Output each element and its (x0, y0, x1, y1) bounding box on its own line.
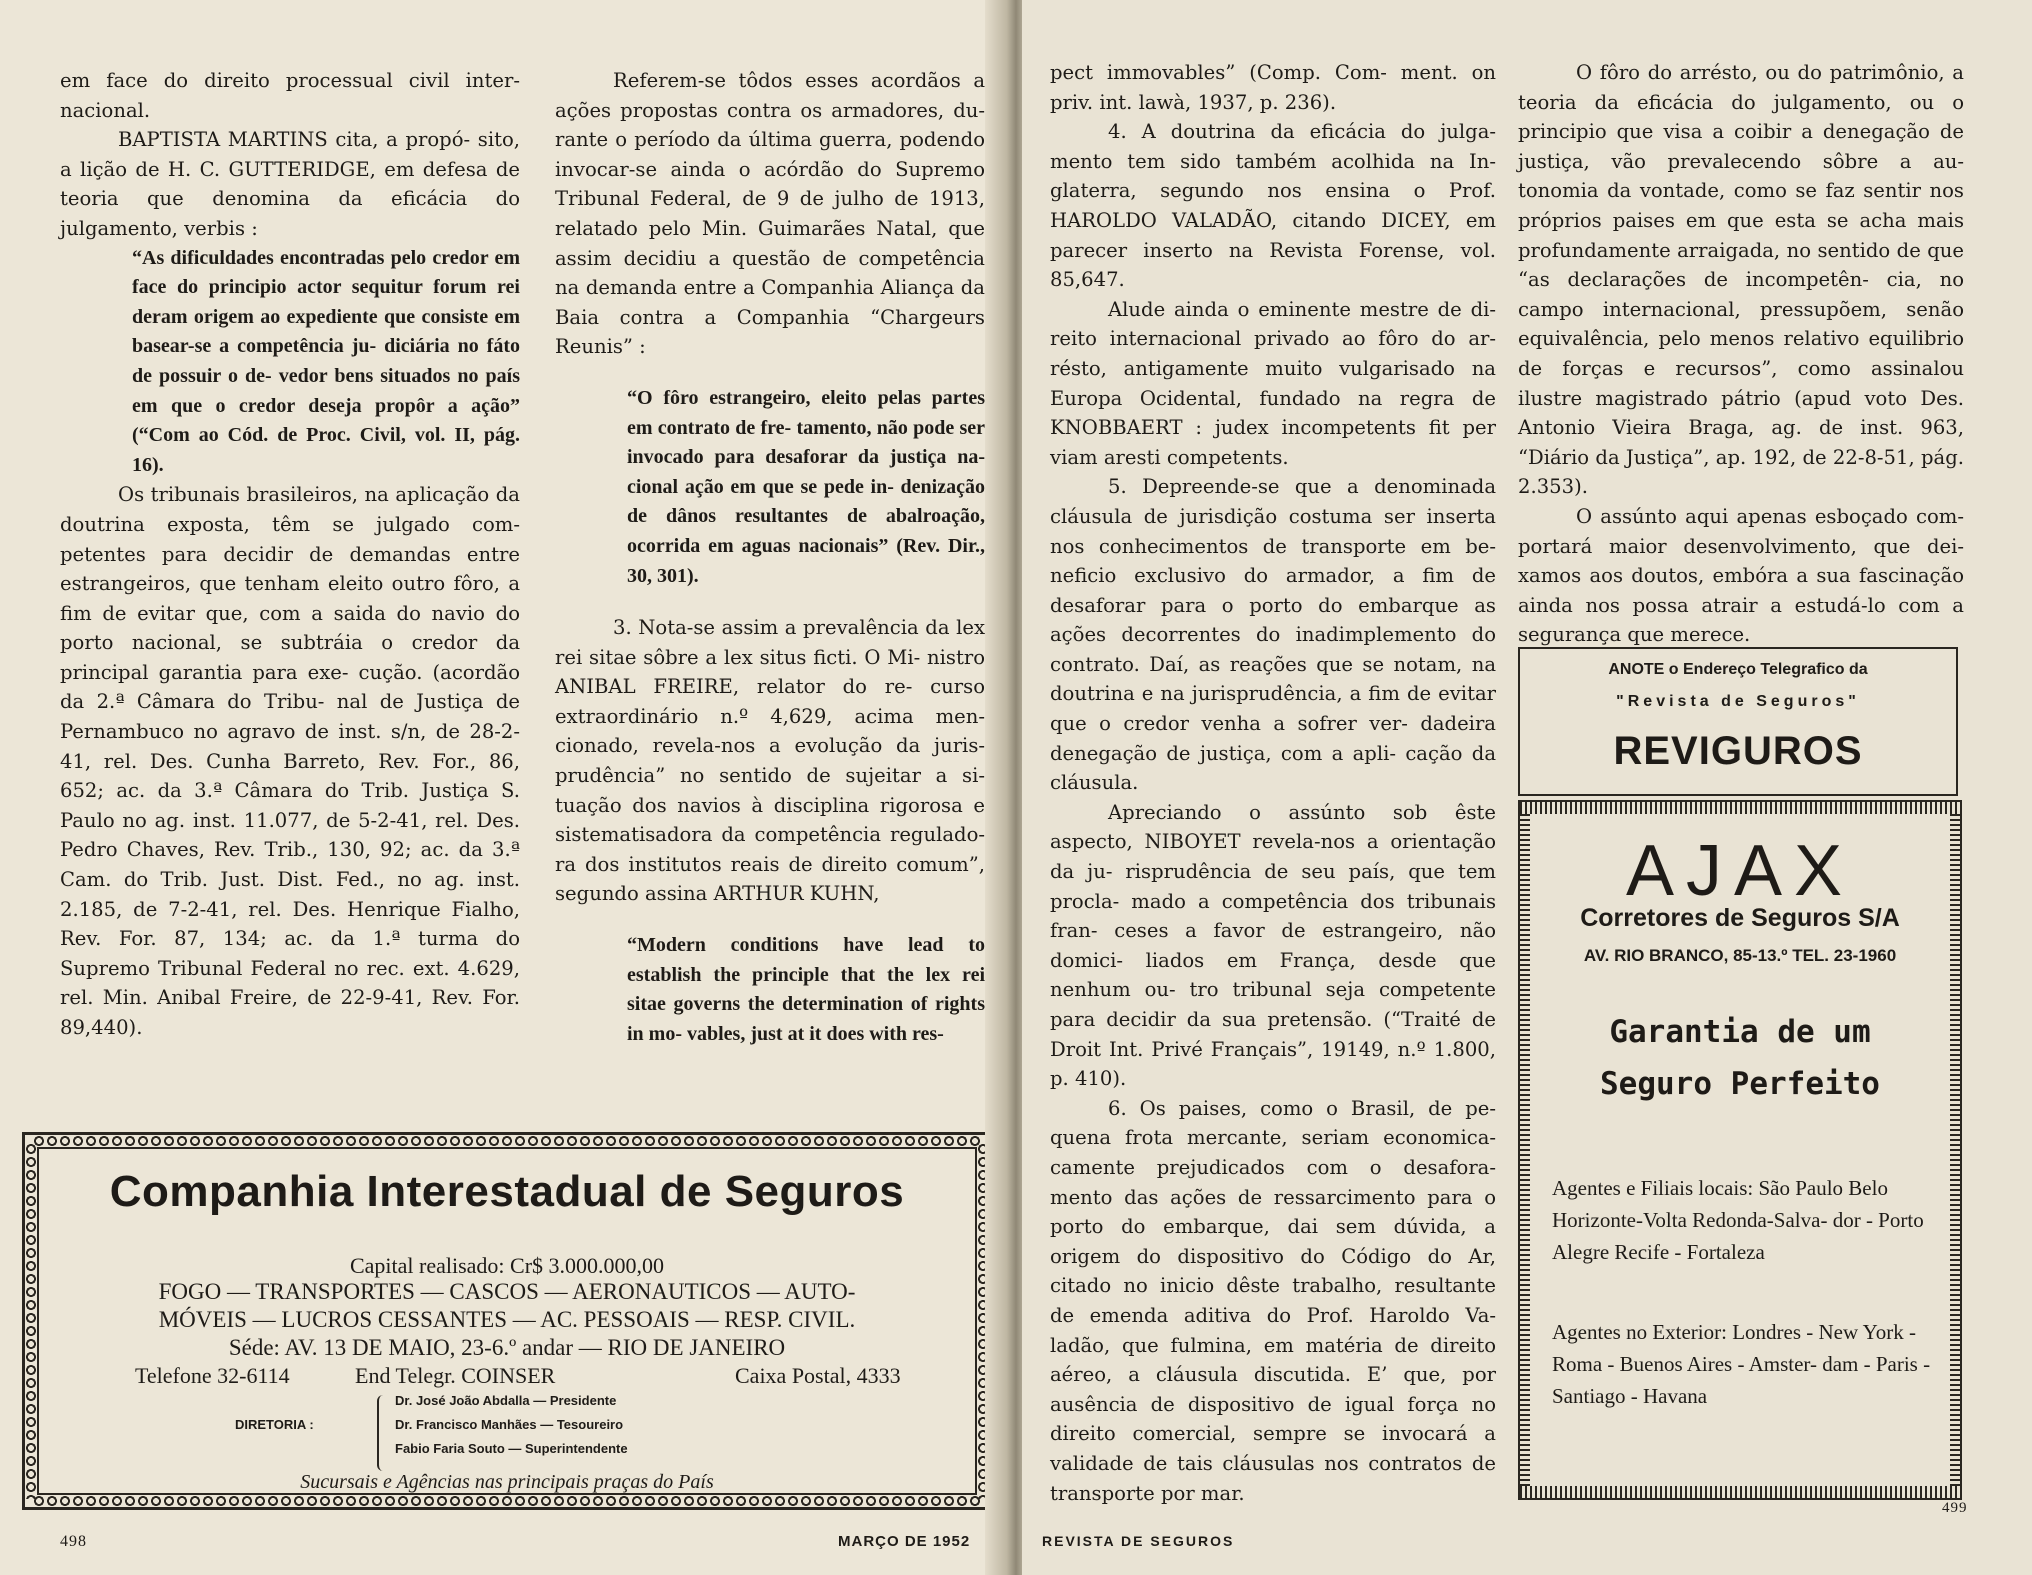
paragraph: O fôro do arrésto, ou do patrimônio, a teoria da eficácia do julgamento, ou o principio que visa a coibir a denegação de justiça, vão prevalecendo sôbre a au- tonomia da vontade, como se faz sentir nos próprios paises em que esta se acha mais profundamente arraigada, no sentido de que “as declarações de incompetên- cia, no campo internacional, pressupõem, senão equivalência, pelo menos relativo equilibrio de forças e recursos”, como assinalou ilustre magistrado pátrio (apud voto Des. Antonio Vieira Braga, ag. de inst. 963, “Diário da Justiça”, ap. 192, de 22-8-51, pág. 2.353). (1518, 61, 1964, 499)
companhia-interestadual-ad (22, 1132, 992, 1510)
ajax-subtitle: Corretores de Seguros S/A (1580, 904, 1900, 932)
ad-telegr: End Telegr. COINSER (355, 1363, 556, 1388)
paragraph: em face do direito processual civil inter- nacional. (60, 69, 520, 122)
paragraph: Alude ainda o eminente mestre de di- reito internacional privado ao fôro do ar- résto, antigamente muito vulgarisado na Europa Ocidental, fundado na regra de KNOBBAERT : judex incompetents fit per viam aresti competents. (1050, 297, 1496, 469)
block-quote: “Modern conditions have lead to establish the principle that the lex rei sitae governs the determination of rights in mo- vables, just at it does with res- (627, 934, 985, 1045)
ajax-slogan-1: Garantia de um (1609, 1014, 1871, 1050)
ajax-name: AJAX (1625, 831, 1855, 911)
ad-director-1: Dr. José João Abdalla — Presidente (395, 1393, 617, 1408)
issue-date: MARÇO DE 1952 (838, 1533, 971, 1550)
paragraph: 6. Os paises, como o Brasil, de pe- quena frota mercante, seriam economica- camente prejudicados com o desafora- mento das ações de ressarcimento para o porto do embarque, dai sem dúvida, a origem do dispositivo do Código do Ar, citado no inicio dêste trabalho, resultante de emenda aditiva do Prof. Haroldo Va- ladão, que fulmina, em matéria de direito aéreo, a cláusula discutida. E’ que, por ausência de dispositivo de igual força no direito comercial, sempre se invocará a validade de tais cláusulas nos contratos de transporte por mar. (1050, 1096, 1496, 1505)
ad-diretoria-label: DIRETORIA : (235, 1417, 314, 1432)
ad-title: Companhia Interestadual de Seguros (109, 1167, 905, 1216)
paragraph: Referem-se tôdos esses acordãos a ações propostas contra os armadores, du- rante o período da última guerra, podendo invocar-se ainda o acórdão do Supremo Tribunal Federal, de 9 de julho de 1913, relatado pelo Min. Guimarães Natal, que assim decidiu a questão de competência na demanda entre a Companhia Aliança da Baia contra a Companhia “Chargeurs Reunis” : (555, 69, 985, 359)
ajax-slogan-2: Seguro Perfeito (1600, 1066, 1880, 1102)
paragraph: 3. Nota-se assim a prevalência da lex rei sitae sôbre a lex situs ficti. O Mi- nistro ANIBAL FREIRE, relator do re- curso extraordinário n.º 4,629, acima men- cionado, revela-nos a evolução da juris- prudência” no sentido de sujeitar a si- tuação dos navios à disciplina rigorosa e sistematisadora da competência regulado- ra dos institutos reais de direito comum”, segundo assina ARTHUR KUHN, (555, 616, 985, 906)
reviguros-box (1518, 647, 1958, 796)
journal-name: REVISTA DE SEGUROS (1042, 1533, 1235, 1549)
paragraph: pect immovables” (Comp. Com- ment. on priv. int. lawà, 1937, p. 236). (1050, 61, 1496, 114)
ad-footer: Sucursais e Agências nas principais praças do País (300, 1471, 714, 1493)
reviguros-line-2: "Revista de Seguros" (1616, 693, 1860, 710)
ad-line-2: MÓVEIS — LUCROS CESSANTES — AC. PESSOAIS — RESP. CIVIL. (158, 1307, 856, 1332)
ad-capital: Capital realisado: Cr$ 3.000.000,00 (349, 1253, 665, 1278)
right-column-1 (1050, 58, 1496, 1508)
ad-director-3: Fabio Faria Souto — Superintendente (395, 1441, 628, 1456)
paragraph: 4. A doutrina da eficácia do julga- mento tem sido também acolhida na In- glaterra, segundo nos ensina o Prof. HAROLDO VALADÃO, citando DICEY, em parecer inserto na Revista Forense, vol. 85,647. (1050, 120, 1496, 292)
ajax-agents-abroad: Agentes no Exterior: Londres - New York - Roma - Buenos Aires - Amster- dam - Paris - Santiago - Havana (1552, 1320, 1931, 1408)
paragraph: 5. Depreende-se que a denominada cláusula de jurisdição costuma ser inserta nos conhecimentos de transporte em be- neficio exclusivo do armador, a fim de desaforar para o porto do embarque as ações decorrentes do inadimplemento do contrato. Daí, as reações que se notam, na doutrina e na jurisprudência, a fim de evitar que o credor venha a sofrer ver- dadeira denegação de justiça, com a apli- cação da cláusula. (1050, 475, 1496, 795)
ad-telefone: Telefone 32-6114 (135, 1363, 290, 1388)
paragraph: Os tribunais brasileiros, na aplicação da doutrina exposta, têm se julgado com- petentes para decidir de demandas entre estrangeiros, que tenham eleito outro fôro, a fim de evitar que, com a saida do navio do porto nacional, se subtráia o credor da principal garantia para exe- cução. (acordão da 2.ª Câmara do Tribu- nal de Justiça de Pernambuco no agravo de inst. s/n, de 28-2-41, rel. Des. Cunha Barreto, Rev. For., 86, 652; ac. da 3.ª Câmara do Trib. Justiça S. Paulo no ag. inst. 11.077, de 5-2-41, rel. Des. Pedro Chaves, Rev. Trib., 130, 92; ac. da 3.ª Cam. do Trib. Just. Dist. Fed., no ag. inst. 2.185, de 7-2-41, rel. Des. Henrique Fialho, Rev. For. 87, 134; ac. da 1.ª turma do Supremo Tribunal Federal no rec. ext. 4.629, rel. Min. Anibal Freire, de 22-9-41, Rev. For. 89,440). (60, 483, 520, 1039)
ajax-address: AV. RIO BRANCO, 85-13.º TEL. 23-1960 (1583, 946, 1897, 965)
reviguros-name: REVIGUROS (1613, 729, 1863, 773)
left-column-2 (555, 66, 985, 1049)
right-column-2 (1518, 58, 1964, 650)
paragraph-gap (555, 909, 985, 931)
ad-director-2: Dr. Francisco Manhães — Tesoureiro (395, 1417, 624, 1432)
page-number-left: 498 (60, 1533, 87, 1550)
block-quote: “As dificuldades encontradas pelo credor em face do principio actor sequitur forum rei deram origem ao expediente que consiste em basear-se a competência ju- diciária no fáto de possuir o de- vedor bens situados no país em que o credor deseja propôr a ação” (“Com ao Cód. de Proc. Civil, vol. II, pág. 16). (132, 246, 520, 476)
ad-sede: Séde: AV. 13 DE MAIO, 23-6.º andar — RIO DE JANEIRO (228, 1335, 786, 1360)
left-column-1 (60, 66, 520, 1043)
paragraph: O assúnto aqui apenas esboçado com- portará maior desenvolvimento, que dei- xamos aos doutos, embóra a sua fascinação ainda nos possa atrair a estudá-lo com a segurança que merece. (1518, 504, 1964, 647)
paragraph-gap (555, 362, 985, 384)
page-number-right: 499 (1942, 1500, 1968, 1516)
block-quote: “O fôro estrangeiro, eleito pelas partes em contrato de fre- tamento, não pode ser invocado para desaforar da justiça na- cional ação em que se pede in- denização de dânos resultantes de abalroação, ocorrida em aguas nacionais” (Rev. Dir., 30, 301). (627, 386, 985, 587)
ad-caixa: Caixa Postal, 4333 (735, 1363, 901, 1388)
paragraph: Apreciando o assúnto sob êste aspecto, NIBOYET revela-nos a orientação da ju- risprudência de seu país, que tem procla- mado a competência dos tribunais fran- ceses a favor de estrangeiro, não domici- liados em França, desde que nenhum ou- tro tribunal seja competente para decidir da sua pretensão. (“Traité de Droit Int. Privé Français”, 19149, n.º 1.800, p. 410). (1050, 800, 1496, 1091)
left-page (0, 0, 1010, 1575)
ad-line-1: FOGO — TRANSPORTES — CASCOS — AERONAUTICOS — AUTO- (158, 1279, 856, 1304)
ajax-agents-local: Agentes e Filiais locais: São Paulo Belo Horizonte-Volta Redonda-Salva- dor - Porto Alegre Recife - Fortaleza (1552, 1176, 1924, 1264)
paragraph-gap (555, 591, 985, 613)
paragraph: BAPTISTA MARTINS cita, a propó- sito, a lição de H. C. GUTTERIDGE, em defesa de teoria que denomina da eficácia do julgamento, verbis : (60, 128, 520, 240)
reviguros-line-1: ANOTE o Endereço Telegrafico da (1608, 661, 1868, 678)
ajax-ad (1518, 800, 1962, 1500)
